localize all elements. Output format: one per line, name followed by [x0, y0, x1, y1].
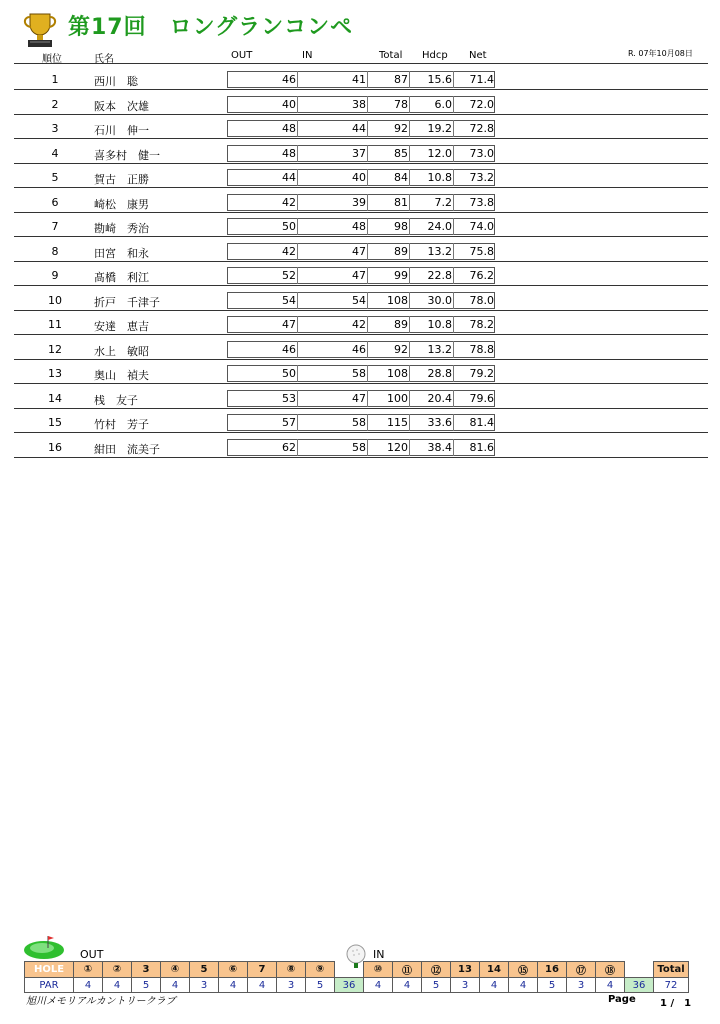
hole-par: 4 — [219, 978, 248, 993]
total-score: 120 — [387, 440, 408, 454]
cell-divider — [367, 71, 368, 88]
table-row — [0, 263, 720, 287]
table-row — [0, 116, 720, 140]
hole-par: 3 — [277, 978, 306, 993]
net-score: 79.2 — [469, 367, 494, 380]
cell-divider — [367, 96, 368, 113]
cell-divider — [409, 145, 410, 162]
hole-number: ① — [74, 962, 103, 978]
in-score: 38 — [352, 97, 366, 111]
cell-divider — [367, 390, 368, 407]
total-score: 81 — [394, 195, 408, 209]
hole-number: 13 — [451, 962, 480, 978]
cell-divider — [367, 439, 368, 456]
hole-number: 7 — [248, 962, 277, 978]
hole-label: HOLE — [25, 962, 74, 978]
hole-number: ⑫ — [422, 962, 451, 978]
hole-number: ⑱ — [596, 962, 625, 978]
hole-number: ⑪ — [393, 962, 422, 978]
total-score: 98 — [394, 220, 408, 233]
cell-divider — [297, 218, 298, 235]
cell-divider — [297, 120, 298, 137]
in-score: 37 — [352, 146, 366, 160]
cell-divider — [409, 439, 410, 456]
in-score: 58 — [352, 367, 366, 380]
hole-par: 3 — [567, 978, 596, 993]
cell-divider — [367, 120, 368, 137]
rank-cell: 4 — [51, 146, 59, 160]
hole-par: 3 — [190, 978, 219, 993]
handicap: 10.8 — [427, 318, 452, 331]
table-row — [0, 312, 720, 336]
total-par: 72 — [654, 978, 689, 993]
cell-divider — [297, 194, 298, 211]
rank-cell: 2 — [51, 97, 59, 111]
cell-divider — [297, 243, 298, 260]
total-score: 84 — [394, 171, 408, 184]
handicap: 20.4 — [427, 391, 452, 405]
in-score: 47 — [352, 244, 366, 258]
handicap: 33.6 — [427, 416, 452, 429]
cell-divider — [409, 169, 410, 186]
cell-divider — [453, 96, 454, 113]
handicap: 13.2 — [427, 244, 452, 258]
row-divider — [14, 187, 708, 188]
hole-par: 4 — [509, 978, 538, 993]
out-score: 54 — [282, 293, 296, 307]
net-score: 78.2 — [469, 318, 494, 331]
course-par-table — [24, 961, 689, 993]
out-score: 53 — [282, 391, 296, 405]
rank-cell: 1 — [51, 73, 59, 86]
net-score: 79.6 — [469, 391, 494, 405]
row-divider — [14, 212, 708, 213]
net-score: 73.2 — [469, 171, 494, 184]
player-name: 安達 恵吉 — [94, 320, 149, 333]
in-score: 39 — [352, 195, 366, 209]
player-name: 田宮 和永 — [94, 246, 149, 260]
table-row — [0, 410, 720, 434]
cell-divider — [453, 243, 454, 260]
cell-divider — [367, 194, 368, 211]
cell-divider — [367, 414, 368, 431]
par-label: PAR — [25, 978, 74, 993]
cell-divider — [409, 218, 410, 235]
total-score: 89 — [394, 244, 408, 258]
in-score: 54 — [352, 293, 366, 307]
out-score: 46 — [282, 342, 296, 356]
table-row — [0, 337, 720, 361]
cell-divider — [297, 71, 298, 88]
trophy-icon — [20, 12, 60, 48]
table-row — [0, 92, 720, 116]
hole-number: ② — [103, 962, 132, 978]
table-row — [0, 386, 720, 410]
rank-cell: 7 — [51, 220, 59, 233]
cell-divider — [409, 96, 410, 113]
out-score: 62 — [282, 440, 296, 454]
net-score: 78.0 — [469, 293, 494, 307]
cell-divider — [367, 267, 368, 284]
net-score: 71.4 — [469, 73, 494, 86]
in-score: 42 — [352, 318, 366, 331]
row-divider — [14, 89, 708, 90]
row-divider — [14, 432, 708, 433]
rank-cell: 5 — [51, 171, 59, 184]
player-name: 石川 伸一 — [94, 124, 149, 137]
table-row — [0, 165, 720, 189]
out-score: 46 — [282, 73, 296, 86]
cell-divider — [453, 365, 454, 382]
out-score: 50 — [282, 220, 296, 233]
out-par-total: 36 — [335, 978, 364, 993]
cell-divider — [409, 267, 410, 284]
hole-number: ⑰ — [567, 962, 596, 978]
table-row — [0, 239, 720, 263]
cell-divider — [453, 341, 454, 358]
cell-divider — [453, 120, 454, 137]
out-score: 47 — [282, 318, 296, 331]
in-label: IN — [373, 948, 385, 961]
hole-number: 5 — [190, 962, 219, 978]
out-score: 48 — [282, 122, 296, 135]
handicap: 19.2 — [427, 122, 452, 135]
report-date: R. 07年10月08日 — [628, 49, 693, 58]
rank-cell: 14 — [48, 391, 62, 405]
net-score: 81.4 — [469, 416, 494, 429]
total-score: 115 — [387, 416, 408, 429]
total-score: 99 — [394, 269, 408, 282]
handicap: 13.2 — [427, 342, 452, 356]
out-score: 48 — [282, 146, 296, 160]
handicap: 30.0 — [427, 293, 452, 307]
hole-par: 4 — [103, 978, 132, 993]
cell-divider — [409, 341, 410, 358]
total-score: 78 — [394, 97, 408, 111]
hole-par: 4 — [161, 978, 190, 993]
net-score: 73.0 — [469, 146, 494, 160]
rank-cell: 3 — [51, 122, 59, 135]
player-name: 崎松 康男 — [94, 197, 149, 211]
in-score: 58 — [352, 440, 366, 454]
page-label: Page — [608, 994, 636, 1005]
cell-divider — [297, 145, 298, 162]
cell-divider — [409, 194, 410, 211]
cell-divider — [409, 120, 410, 137]
row-divider — [14, 285, 708, 286]
in-score: 47 — [352, 269, 366, 282]
handicap: 7.2 — [434, 195, 452, 209]
total-score: 108 — [387, 367, 408, 380]
cell-divider — [409, 243, 410, 260]
handicap: 15.6 — [427, 73, 452, 86]
total-score: 87 — [394, 73, 408, 86]
hole-number: 16 — [538, 962, 567, 978]
handicap: 6.0 — [434, 97, 452, 111]
in-par-total: 36 — [625, 978, 654, 993]
col-header-total: Total — [379, 50, 403, 61]
cell-divider — [367, 316, 368, 333]
hole-par: 4 — [364, 978, 393, 993]
cell-divider — [367, 341, 368, 358]
col-header-rank: 順位 — [42, 54, 62, 65]
rank-cell: 16 — [48, 440, 62, 454]
row-divider — [14, 334, 708, 335]
hole-par: 3 — [451, 978, 480, 993]
cell-divider — [297, 96, 298, 113]
cell-divider — [409, 414, 410, 431]
cell-divider — [409, 71, 410, 88]
hole-par: 5 — [132, 978, 161, 993]
out-score: 40 — [282, 97, 296, 111]
club-name: 旭川メモリアルカントリークラブ — [26, 996, 176, 1007]
in-score: 41 — [352, 73, 366, 86]
cell-divider — [409, 390, 410, 407]
cell-divider — [297, 292, 298, 309]
total-score: 108 — [387, 293, 408, 307]
handicap: 10.8 — [427, 171, 452, 184]
player-name: 紺田 流美子 — [94, 442, 160, 456]
net-score: 72.8 — [469, 122, 494, 135]
hole-par: 4 — [248, 978, 277, 993]
table-row — [0, 67, 720, 91]
hole-par: 4 — [393, 978, 422, 993]
total-score: 89 — [394, 318, 408, 331]
table-row — [0, 214, 720, 238]
header-divider — [14, 63, 708, 64]
rank-cell: 11 — [48, 318, 62, 331]
hole-par: 5 — [306, 978, 335, 993]
player-name: 竹村 芳子 — [94, 418, 149, 431]
rank-cell: 9 — [51, 269, 59, 282]
row-divider — [14, 236, 708, 237]
in-score: 48 — [352, 220, 366, 233]
row-divider — [14, 408, 708, 409]
player-name: 奥山 禎夫 — [94, 369, 149, 382]
cell-divider — [453, 267, 454, 284]
cell-divider — [297, 316, 298, 333]
out-score: 42 — [282, 244, 296, 258]
net-score: 74.0 — [469, 220, 494, 233]
net-score: 72.0 — [469, 97, 494, 111]
col-header-hdcp: Hdcp — [422, 50, 448, 61]
hole-par: 5 — [538, 978, 567, 993]
cell-divider — [297, 439, 298, 456]
player-name: 阪本 次雄 — [94, 99, 149, 113]
out-label: OUT — [80, 948, 104, 961]
player-name: 西川 聡 — [94, 75, 138, 88]
net-score: 78.8 — [469, 342, 494, 356]
player-name: 水上 敏昭 — [94, 344, 149, 358]
net-score: 75.8 — [469, 244, 494, 258]
total-score: 92 — [394, 122, 408, 135]
cell-divider — [409, 316, 410, 333]
in-subtotal-spacer — [625, 962, 654, 978]
in-score: 58 — [352, 416, 366, 429]
hole-number: ⑮ — [509, 962, 538, 978]
cell-divider — [297, 169, 298, 186]
cell-divider — [453, 390, 454, 407]
in-score: 40 — [352, 171, 366, 184]
hole-number: ⑧ — [277, 962, 306, 978]
hole-par: 5 — [422, 978, 451, 993]
hole-number: 3 — [132, 962, 161, 978]
row-divider — [14, 163, 708, 164]
player-name: 勘崎 秀治 — [94, 222, 149, 235]
row-divider — [14, 310, 708, 311]
hole-par: 4 — [596, 978, 625, 993]
cell-divider — [453, 218, 454, 235]
table-row — [0, 435, 720, 459]
table-row — [0, 288, 720, 312]
cell-divider — [453, 439, 454, 456]
cell-divider — [297, 267, 298, 284]
hole-par: 4 — [480, 978, 509, 993]
col-header-net: Net — [469, 50, 487, 61]
cell-divider — [453, 71, 454, 88]
cell-divider — [297, 365, 298, 382]
row-divider — [14, 383, 708, 384]
hole-par: 4 — [74, 978, 103, 993]
cell-divider — [367, 169, 368, 186]
player-name: 髙橋 利江 — [94, 271, 149, 284]
rank-cell: 12 — [48, 342, 62, 356]
rank-cell: 6 — [51, 195, 59, 209]
col-header-out: OUT — [231, 50, 253, 61]
out-score: 50 — [282, 367, 296, 380]
cell-divider — [453, 292, 454, 309]
in-score: 47 — [352, 391, 366, 405]
net-score: 81.6 — [469, 440, 494, 454]
player-name: 喜多村 健一 — [94, 148, 160, 162]
total-label: Total — [654, 962, 689, 978]
rank-cell: 15 — [48, 416, 62, 429]
hole-number: 14 — [480, 962, 509, 978]
page-title: 第17回 ロングランコンペ — [68, 15, 354, 40]
cell-divider — [453, 316, 454, 333]
cell-divider — [453, 194, 454, 211]
cell-divider — [367, 365, 368, 382]
hole-number: ⑩ — [364, 962, 393, 978]
hole-number: ⑨ — [306, 962, 335, 978]
player-name: 賀古 正勝 — [94, 173, 149, 186]
handicap: 24.0 — [427, 220, 452, 233]
table-row — [0, 361, 720, 385]
cell-divider — [409, 292, 410, 309]
hole-number: ⑥ — [219, 962, 248, 978]
cell-divider — [297, 414, 298, 431]
out-score: 52 — [282, 269, 296, 282]
out-subtotal-spacer — [335, 962, 364, 978]
page-number: 1 / 1 — [660, 998, 692, 1009]
hole-number: ④ — [161, 962, 190, 978]
row-divider — [14, 359, 708, 360]
total-score: 85 — [394, 146, 408, 160]
row-divider — [14, 261, 708, 262]
out-score: 42 — [282, 195, 296, 209]
cell-divider — [297, 341, 298, 358]
handicap: 12.0 — [427, 146, 452, 160]
row-divider — [14, 138, 708, 139]
handicap: 28.8 — [427, 367, 452, 380]
cell-divider — [453, 145, 454, 162]
cell-divider — [367, 292, 368, 309]
table-row — [0, 141, 720, 165]
handicap: 38.4 — [427, 440, 452, 454]
rank-cell: 13 — [48, 367, 62, 380]
out-score: 57 — [282, 416, 296, 429]
total-score: 100 — [387, 391, 408, 405]
col-header-name: 氏名 — [94, 54, 114, 65]
putting-green-icon — [22, 934, 66, 960]
total-score: 92 — [394, 342, 408, 356]
cell-divider — [367, 243, 368, 260]
cell-divider — [453, 169, 454, 186]
player-name: 折戸 千津子 — [94, 295, 160, 309]
cell-divider — [409, 365, 410, 382]
table-row — [0, 190, 720, 214]
in-score: 44 — [352, 122, 366, 135]
row-divider — [14, 457, 708, 458]
col-header-in: IN — [302, 50, 313, 61]
handicap: 22.8 — [427, 269, 452, 282]
cell-divider — [453, 414, 454, 431]
net-score: 76.2 — [469, 269, 494, 282]
row-divider — [14, 114, 708, 115]
cell-divider — [297, 390, 298, 407]
in-score: 46 — [352, 342, 366, 356]
cell-divider — [367, 218, 368, 235]
player-name: 桟 友子 — [94, 393, 138, 407]
rank-cell: 10 — [48, 293, 62, 307]
rank-cell: 8 — [51, 244, 59, 258]
out-score: 44 — [282, 171, 296, 184]
net-score: 73.8 — [469, 195, 494, 209]
cell-divider — [367, 145, 368, 162]
